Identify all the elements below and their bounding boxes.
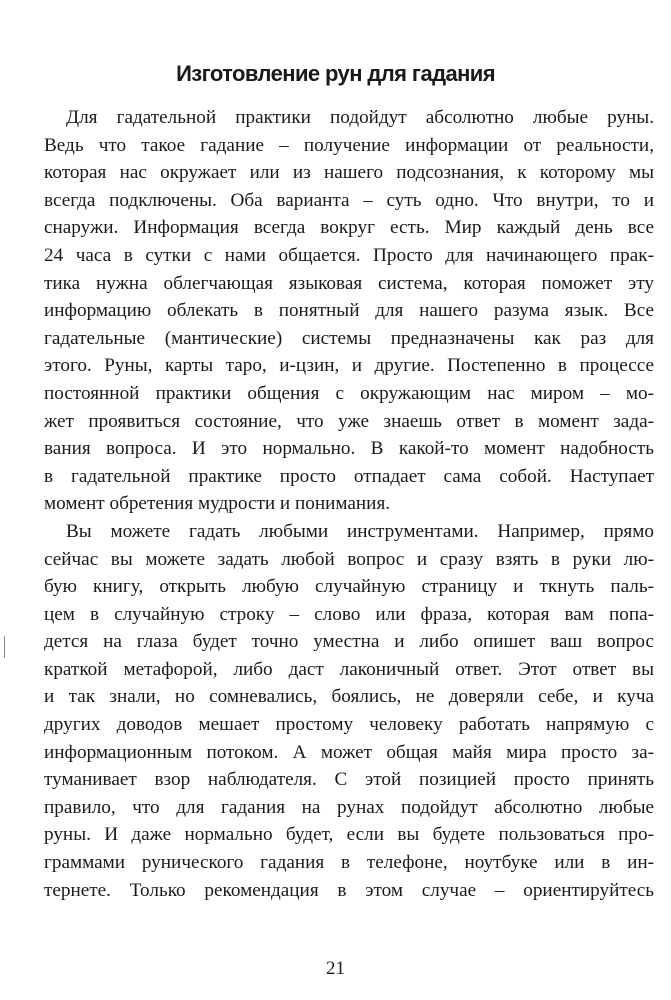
page-number: 21 bbox=[326, 958, 345, 979]
text-line: вания вопроса. И это нормально. В какой-то момент надобность bbox=[44, 438, 654, 460]
text-line: правило, что для гадания на рунах подойдут абсолютно любые bbox=[44, 796, 654, 818]
chapter-title: Изготовление рун для гадания bbox=[176, 61, 495, 86]
text-line: туманивает взор наблюдателя. С этой позицией просто принять bbox=[44, 769, 654, 791]
text-line: 24 часа в сутки с нами общается. Просто для начинающего прак- bbox=[44, 244, 654, 266]
text-line: Вы можете гадать любыми инструментами. Например, прямо bbox=[66, 520, 654, 542]
text-line: которая нас окружает или из нашего подсознания, к которому мы bbox=[44, 162, 654, 184]
text-line: тернете. Только рекомендация в этом случае – ориентируйтесь bbox=[44, 879, 654, 901]
paragraph-2 bbox=[44, 518, 654, 904]
text-line: сейчас вы можете задать любой вопрос и сразу взять в руки лю- bbox=[44, 548, 654, 570]
text-line: информационным потоком. А может общая майя мира просто за- bbox=[44, 741, 654, 763]
text-line: цем в случайную строку – слово или фраза, которая вам попа- bbox=[44, 603, 654, 625]
text-line: момент обретения мудрости и понимания. bbox=[44, 493, 391, 515]
text-line: гадательные (мантические) системы предназначены как раз для bbox=[44, 327, 654, 349]
text-line: Ведь что такое гадание – получение информации от реальности, bbox=[44, 134, 654, 156]
text-line: бую книгу, открыть любую случайную страницу и ткнуть паль- bbox=[44, 576, 654, 598]
text-line: в гадательной практике просто отпадает сама собой. Наступает bbox=[44, 465, 654, 487]
text-line: и так знали, но сомневались, боялись, не доверяли себе, и куча bbox=[44, 686, 654, 708]
text-line: Для гадательной практики подойдут абсолютно любые руны. bbox=[66, 107, 654, 128]
text-line: граммами рунического гадания в телефоне, ноутбуке или в ин- bbox=[44, 852, 654, 874]
text-line: постоянной практики общения с окружающим нас миром – мо- bbox=[44, 382, 654, 404]
scan-edge-mark bbox=[4, 636, 5, 658]
text-line: снаружи. Информация всегда вокруг есть. Мир каждый день все bbox=[44, 217, 654, 239]
text-line: других доводов мешает простому человеку работать напрямую с bbox=[44, 714, 654, 736]
text-line: тика нужна облегчающая языковая система, которая поможет эту bbox=[44, 272, 654, 294]
text-line: руны. И даже нормально будет, если вы будете пользоваться про- bbox=[44, 824, 654, 846]
text-line: информацию облекать в понятный для нашего разума язык. Все bbox=[44, 300, 654, 322]
body-text bbox=[44, 104, 654, 904]
text-line: этого. Руны, карты таро, и-цзин, и другие. Постепенно в процессе bbox=[44, 355, 654, 377]
text-line: краткой метафорой, либо даст лаконичный ответ. Этот ответ вы bbox=[44, 658, 654, 680]
text-line: жет проявиться состояние, что уже знаешь ответ в момент зада- bbox=[44, 410, 654, 432]
text-line: дется на глаза будет точно уместна и либо опишет ваш вопрос bbox=[44, 631, 654, 653]
paragraph-1 bbox=[44, 104, 654, 518]
text-line: всегда подключены. Оба варианта – суть одно. Что внутри, то и bbox=[44, 189, 654, 211]
